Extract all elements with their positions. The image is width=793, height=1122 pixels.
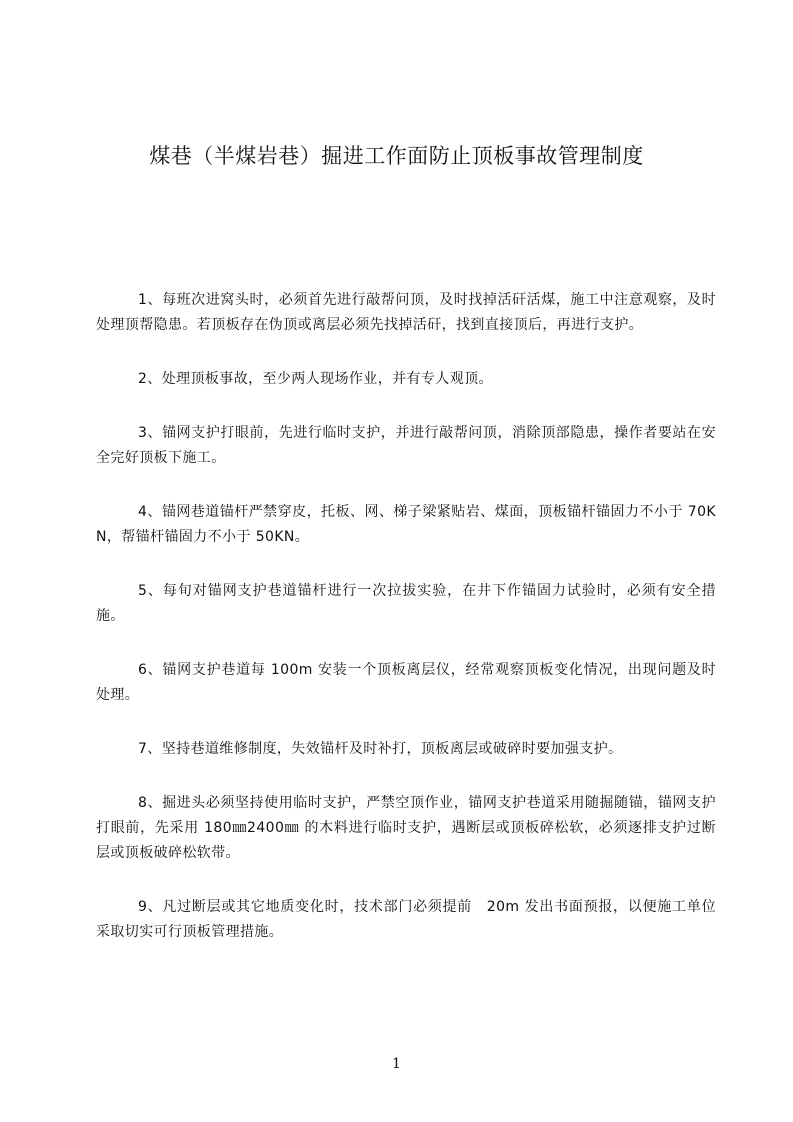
document-body xyxy=(96,288,716,974)
document-title: 煤巷（半煤岩巷）掘进工作面防止顶板事故管理制度 xyxy=(149,144,644,168)
paragraph-6: 6、锚网支护巷道每 100m 安装一个顶板离层仪，经常观察顶板变化情况，出现问题及时处理。 xyxy=(96,662,716,703)
paragraph-5: 5、每旬对锚网支护巷道锚杆进行一次拉拔实验，在井下作锚固力试验时，必须有安全措施。 xyxy=(96,583,716,624)
paragraph-1: 1、每班次进窝头时，必须首先进行敲帮问顶，及时找掉活矸活煤，施工中注意观察，及时处理顶帮隐患。若顶板存在伪顶或离层必须先找掉活矸，找到直接顶后，再进行支护。 xyxy=(96,292,716,333)
paragraph-2: 2、处理顶板事故，至少两人现场作业，并有专人观顶。 xyxy=(138,371,493,387)
paragraph-8: 8、掘进头必须坚持使用临时支护，严禁空顶作业，锚网支护巷道采用随掘随锚，锚网支护打眼前，先采用 180㎜2400㎜ 的木料进行临时支护，遇断层或顶板碎松软，必须逐排支护过断层或顶板破碎松软带。 xyxy=(96,795,716,861)
page-number: 1 xyxy=(392,1056,401,1072)
paragraph-7: 7、坚持巷道维修制度，失效锚杆及时补打，顶板离层或破碎时要加强支护。 xyxy=(138,741,623,757)
paragraph-9: 9、凡过断层或其它地质变化时，技术部门必须提前 20m 发出书面预报，以便施工单位采取切实可行顶板管理措施。 xyxy=(96,899,716,940)
paragraph-3: 3、锚网支护打眼前，先进行临时支护，并进行敲帮问顶，消除顶部隐患，操作者要站在安全完好顶板下施工。 xyxy=(96,425,716,466)
paragraph-4: 4、锚网巷道锚杆严禁穿皮，托板、网、梯子梁紧贴岩、煤面，顶板锚杆锚固力不小于 70KN，帮锚杆锚固力不小于 50KN。 xyxy=(96,504,716,545)
